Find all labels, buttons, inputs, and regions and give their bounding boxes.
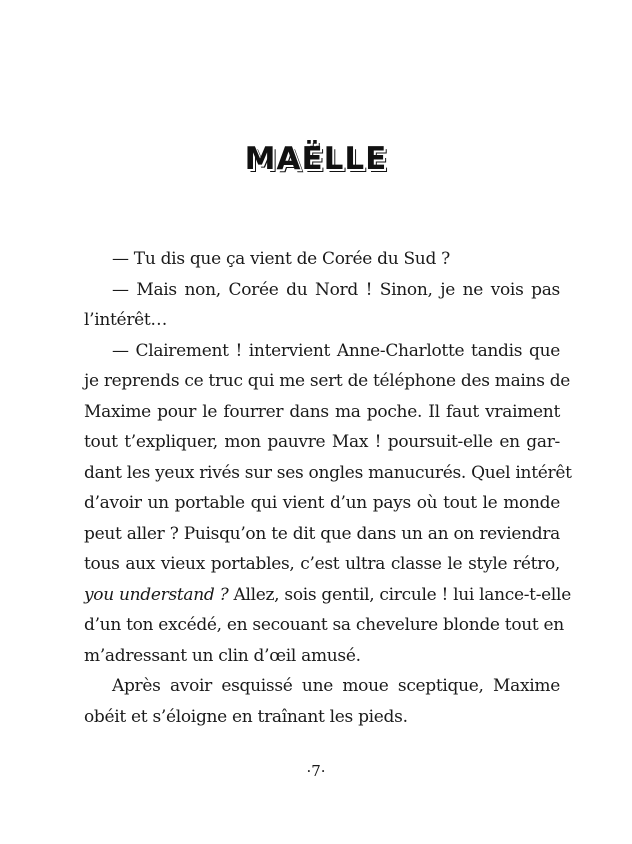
text-line: obéit et s’éloigne en traînant les pieds. — [84, 706, 408, 727]
text-line-rest: Allez, sois gentil, circule ! lui lance-t-elle — [233, 584, 571, 605]
text-line: — Clairement ! intervient Anne-Charlotte tandis que — [112, 340, 560, 361]
text-line: je reprends ce truc qui me sert de téléphone des mains de — [84, 371, 571, 391]
text-line: l’intérêt… — [84, 310, 168, 330]
text-line: peut aller ? Puisqu’on te dit que dans un an on reviendra — [84, 523, 560, 544]
text-line: — Tu dis que ça vient de Corée du Sud ? — [112, 249, 450, 269]
paragraph — [84, 671, 560, 732]
paragraph — [84, 275, 560, 336]
text-line: m’adressant un clin d’œil amusé. — [84, 645, 361, 666]
page-number: ·7· — [306, 762, 326, 780]
emphasis-text: you understand ? — [84, 584, 229, 605]
chapter-body — [84, 244, 572, 732]
chapter-title: MAËLLE — [244, 141, 388, 177]
text-line: Maxime pour le fourrer dans ma poche. Il faut vraiment — [84, 401, 560, 422]
paragraph — [84, 244, 560, 275]
text-line: d’avoir un portable qui vient d’un pays où tout le monde — [84, 493, 560, 513]
text-line: dant les yeux rivés sur ses ongles manucurés. Quel intérêt — [84, 462, 572, 483]
text-line: d’un ton excédé, en secouant sa chevelure blonde tout en — [84, 615, 564, 635]
paragraph — [84, 336, 572, 672]
text-line: Après avoir esquissé une moue sceptique, Maxime — [112, 676, 560, 696]
text-line: tous aux vieux portables, c’est ultra classe le style rétro, — [84, 554, 560, 574]
text-line-emphasis — [84, 580, 571, 611]
text-line: tout t’expliquer, mon pauvre Max ! poursuit-elle en gar- — [84, 432, 560, 452]
text-line: — Mais non, Corée du Nord ! Sinon, je ne vois pas — [112, 279, 560, 300]
